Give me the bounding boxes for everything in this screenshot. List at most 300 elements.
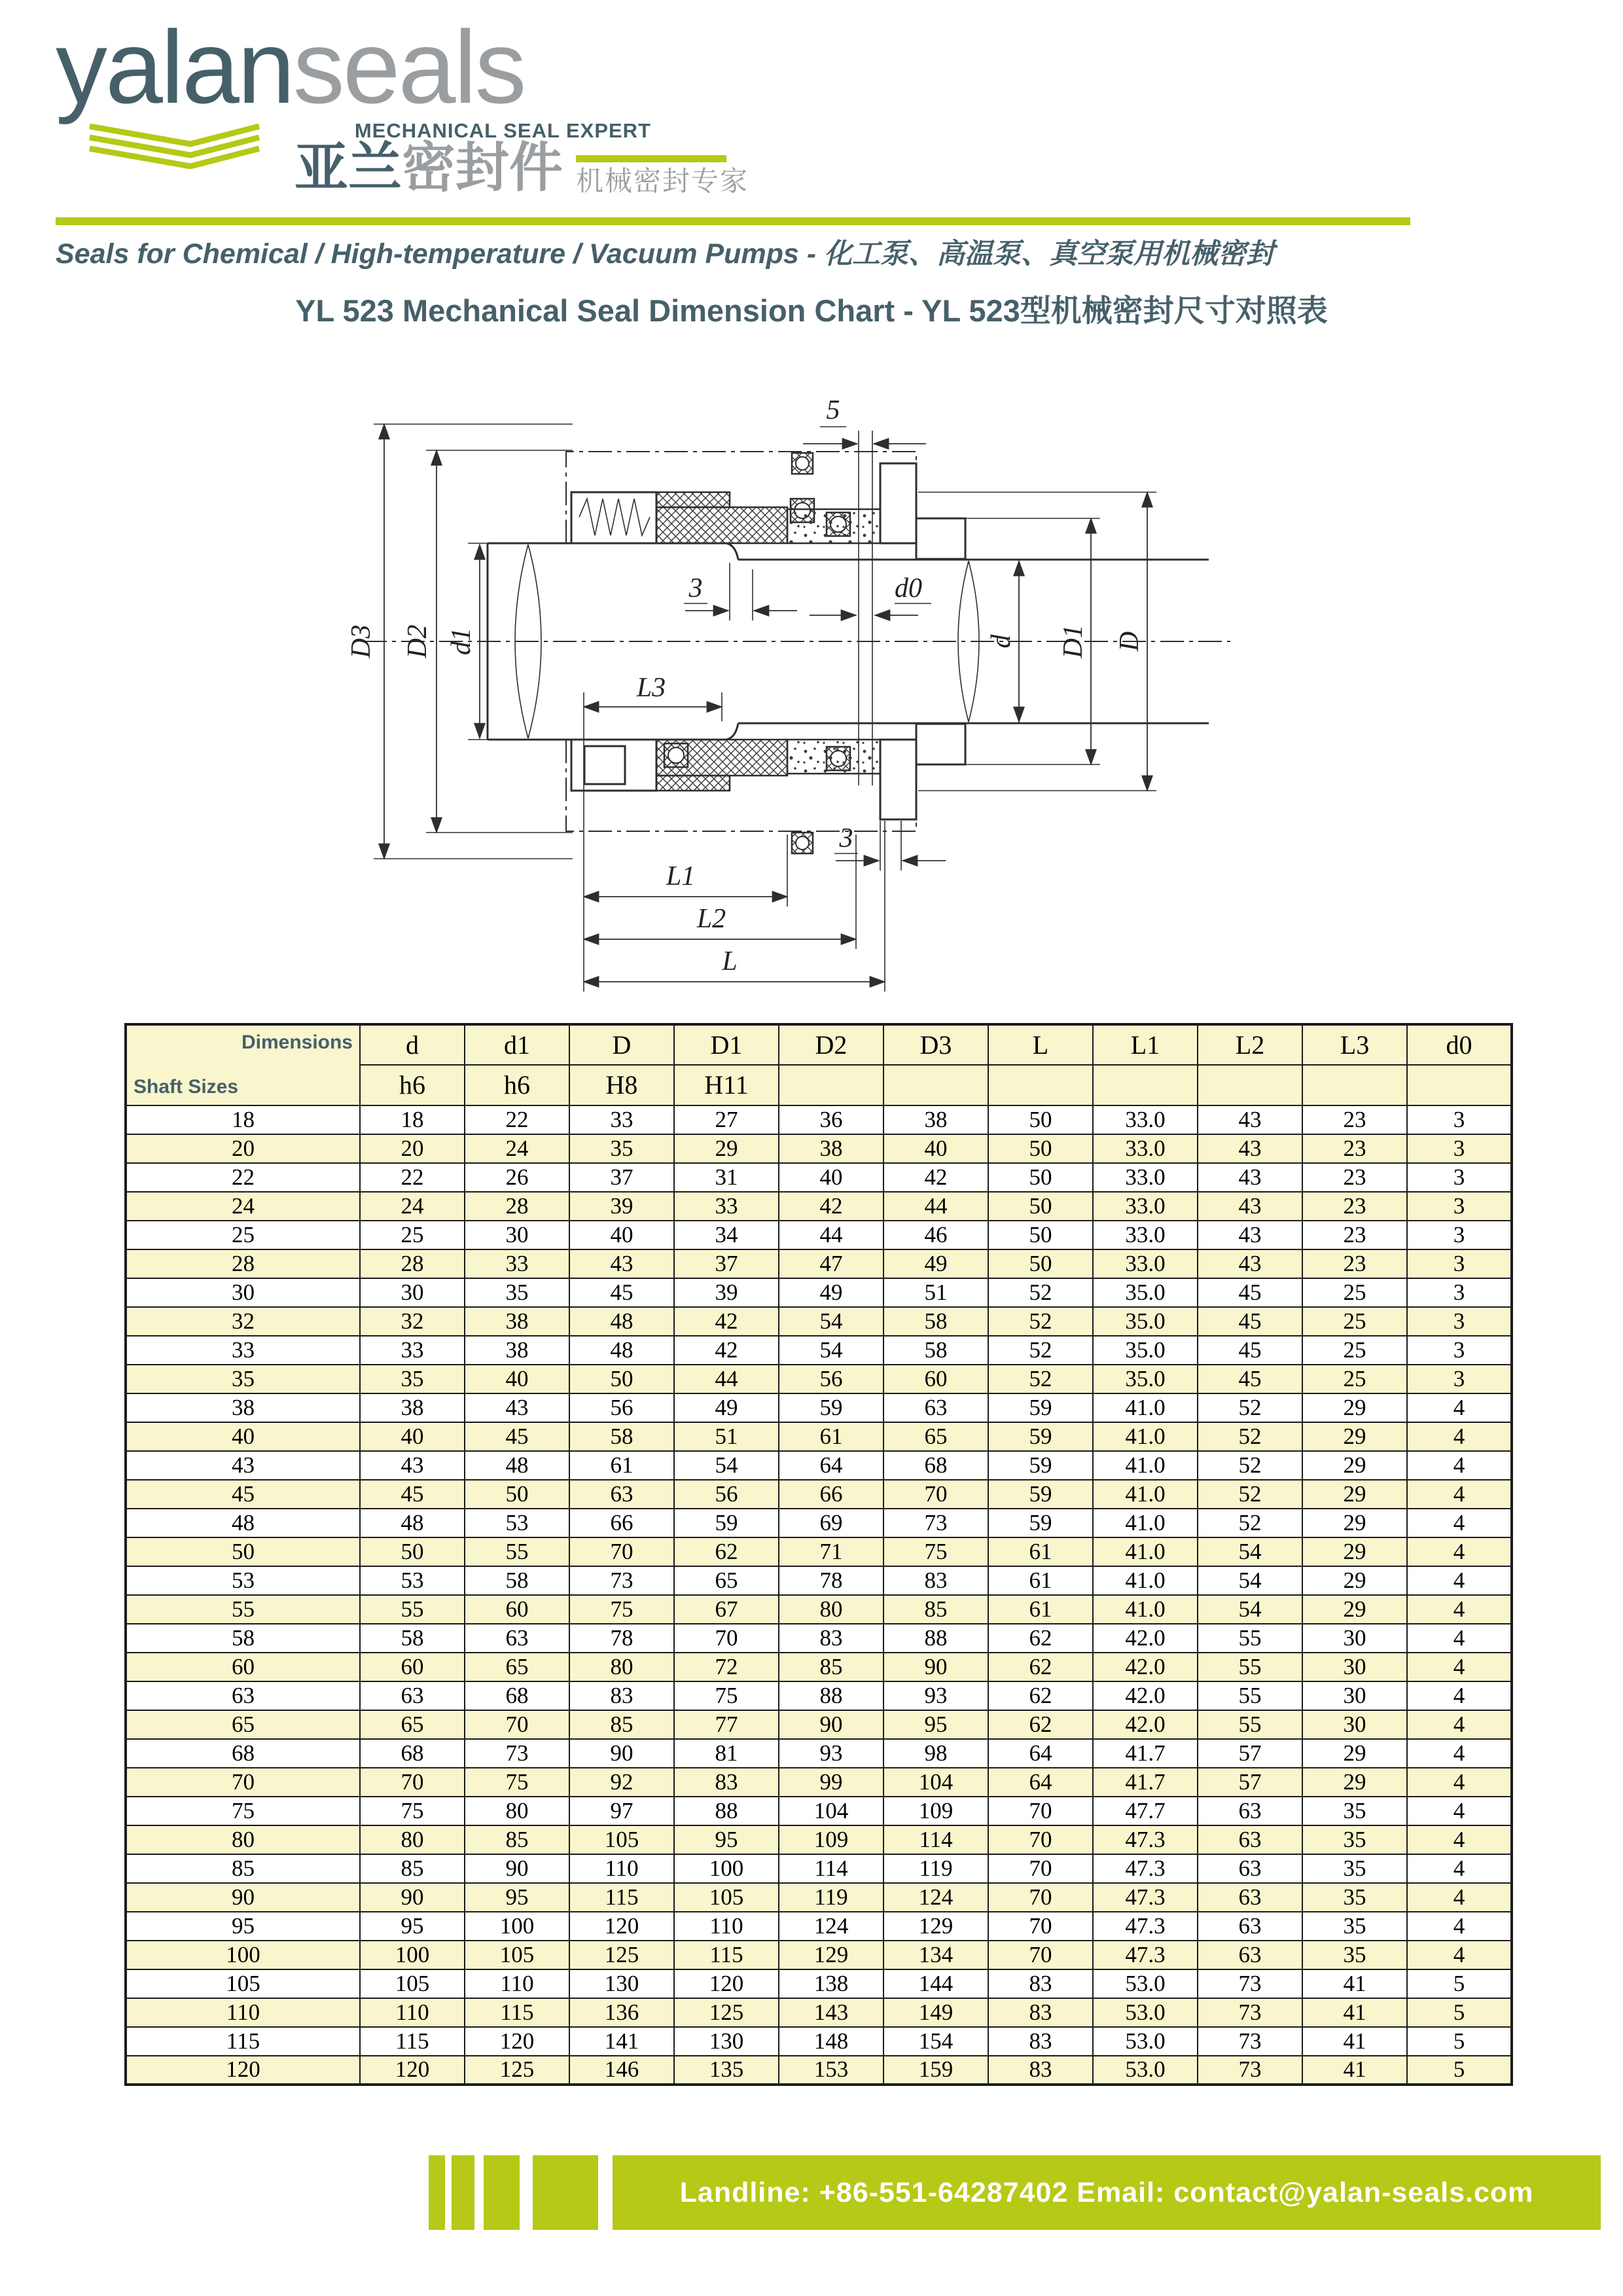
value-cell: 43 <box>1198 1105 1302 1134</box>
table-row <box>126 1566 1512 1595</box>
shaft-size-cell: 45 <box>126 1480 360 1509</box>
logo-chinese-row <box>294 138 749 198</box>
value-cell: 29 <box>1302 1768 1407 1797</box>
value-cell: 75 <box>883 1537 988 1566</box>
value-cell: 119 <box>883 1854 988 1883</box>
value-cell: 63 <box>1198 1797 1302 1825</box>
value-cell: 29 <box>674 1134 779 1163</box>
value-cell: 92 <box>569 1768 674 1797</box>
value-cell: 50 <box>988 1249 1093 1278</box>
value-cell: 100 <box>360 1941 465 1969</box>
value-cell: 73 <box>569 1566 674 1595</box>
column-header: D1 <box>674 1024 779 1065</box>
table-row <box>126 2056 1512 2085</box>
value-cell: 48 <box>360 1509 465 1537</box>
value-cell: 68 <box>883 1451 988 1480</box>
value-cell: 143 <box>779 1998 883 2027</box>
table-row <box>126 1825 1512 1854</box>
value-cell: 53.0 <box>1093 2056 1198 2085</box>
value-cell: 42 <box>883 1163 988 1192</box>
value-cell: 3 <box>1407 1336 1512 1365</box>
value-cell: 64 <box>779 1451 883 1480</box>
value-cell: 4 <box>1407 1595 1512 1624</box>
table-row <box>126 1163 1512 1192</box>
shaft-size-cell: 63 <box>126 1681 360 1710</box>
table-header-row <box>126 1024 1512 1065</box>
value-cell: 52 <box>1198 1422 1302 1451</box>
tolerance-cell <box>1093 1065 1198 1105</box>
value-cell: 70 <box>988 1825 1093 1854</box>
value-cell: 80 <box>465 1797 569 1825</box>
table-row <box>126 2027 1512 2056</box>
value-cell: 47.3 <box>1093 1883 1198 1912</box>
value-cell: 100 <box>465 1912 569 1941</box>
value-cell: 42.0 <box>1093 1653 1198 1681</box>
value-cell: 54 <box>779 1307 883 1336</box>
value-cell: 83 <box>883 1566 988 1595</box>
shaft-size-cell: 80 <box>126 1825 360 1854</box>
shaft-size-cell: 50 <box>126 1537 360 1566</box>
value-cell: 4 <box>1407 1739 1512 1768</box>
logo-chinese-name <box>294 138 563 198</box>
table-row <box>126 1537 1512 1566</box>
value-cell: 40 <box>465 1365 569 1393</box>
value-cell: 41.0 <box>1093 1509 1198 1537</box>
value-cell: 60 <box>883 1365 988 1393</box>
logo-chinese-tagline: 机械密封专家 <box>576 166 749 196</box>
value-cell: 52 <box>1198 1509 1302 1537</box>
value-cell: 134 <box>883 1941 988 1969</box>
shaft-size-cell: 55 <box>126 1595 360 1624</box>
value-cell: 70 <box>360 1768 465 1797</box>
value-cell: 109 <box>883 1797 988 1825</box>
value-cell: 35.0 <box>1093 1365 1198 1393</box>
value-cell: 22 <box>360 1163 465 1192</box>
value-cell: 23 <box>1302 1221 1407 1249</box>
value-cell: 48 <box>465 1451 569 1480</box>
value-cell: 39 <box>674 1278 779 1307</box>
value-cell: 80 <box>360 1825 465 1854</box>
value-cell: 31 <box>674 1163 779 1192</box>
value-cell: 109 <box>779 1825 883 1854</box>
value-cell: 4 <box>1407 1941 1512 1969</box>
value-cell: 4 <box>1407 1768 1512 1797</box>
value-cell: 85 <box>465 1825 569 1854</box>
value-cell: 4 <box>1407 1681 1512 1710</box>
value-cell: 58 <box>360 1624 465 1653</box>
value-cell: 68 <box>465 1681 569 1710</box>
value-cell: 38 <box>465 1336 569 1365</box>
table-row <box>126 1336 1512 1365</box>
value-cell: 33 <box>465 1249 569 1278</box>
value-cell: 45 <box>465 1422 569 1451</box>
value-cell: 30 <box>465 1221 569 1249</box>
table-row <box>126 1797 1512 1825</box>
value-cell: 60 <box>360 1653 465 1681</box>
table-row <box>126 1221 1512 1249</box>
page-title: YL 523 Mechanical Seal Dimension Chart - YL 523型机械密封尺寸对照表 <box>295 293 1328 328</box>
value-cell: 29 <box>1302 1566 1407 1595</box>
value-cell: 105 <box>674 1883 779 1912</box>
table-body <box>126 1105 1512 2085</box>
value-cell: 35 <box>1302 1825 1407 1854</box>
value-cell: 44 <box>674 1365 779 1393</box>
value-cell: 59 <box>988 1422 1093 1451</box>
corner-label-shaft-sizes: Shaft Sizes <box>134 1075 239 1098</box>
value-cell: 80 <box>569 1653 674 1681</box>
value-cell: 41.0 <box>1093 1537 1198 1566</box>
column-header: D2 <box>779 1024 883 1065</box>
shaft-size-cell: 95 <box>126 1912 360 1941</box>
value-cell: 95 <box>465 1883 569 1912</box>
value-cell: 47.3 <box>1093 1912 1198 1941</box>
value-cell: 85 <box>779 1653 883 1681</box>
value-cell: 100 <box>674 1854 779 1883</box>
value-cell: 75 <box>360 1797 465 1825</box>
value-cell: 59 <box>988 1451 1093 1480</box>
value-cell: 159 <box>883 2056 988 2085</box>
value-cell: 93 <box>883 1681 988 1710</box>
shaft-size-cell: 65 <box>126 1710 360 1739</box>
table-row <box>126 1365 1512 1393</box>
lower-seal-assembly <box>566 724 965 853</box>
logo <box>56 10 749 199</box>
logo-chinese-side <box>576 155 749 195</box>
value-cell: 42 <box>674 1336 779 1365</box>
tolerance-cell <box>1407 1065 1512 1105</box>
value-cell: 28 <box>465 1192 569 1221</box>
value-cell: 33 <box>360 1336 465 1365</box>
value-cell: 47.7 <box>1093 1797 1198 1825</box>
value-cell: 135 <box>674 2056 779 2085</box>
value-cell: 41.0 <box>1093 1393 1198 1422</box>
value-cell: 153 <box>779 2056 883 2085</box>
value-cell: 25 <box>360 1221 465 1249</box>
value-cell: 115 <box>569 1883 674 1912</box>
value-cell: 62 <box>988 1624 1093 1653</box>
footer-green-block <box>533 2155 598 2230</box>
dim-label-D3: D3 <box>346 624 376 658</box>
value-cell: 65 <box>674 1566 779 1595</box>
table-row <box>126 1912 1512 1941</box>
value-cell: 35.0 <box>1093 1307 1198 1336</box>
value-cell: 148 <box>779 2027 883 2056</box>
value-cell: 33.0 <box>1093 1249 1198 1278</box>
value-cell: 34 <box>674 1221 779 1249</box>
value-cell: 5 <box>1407 1969 1512 1998</box>
value-cell: 3 <box>1407 1278 1512 1307</box>
value-cell: 95 <box>674 1825 779 1854</box>
value-cell: 30 <box>1302 1624 1407 1653</box>
value-cell: 50 <box>988 1105 1093 1134</box>
value-cell: 40 <box>360 1422 465 1451</box>
value-cell: 110 <box>674 1912 779 1941</box>
value-cell: 124 <box>883 1883 988 1912</box>
value-cell: 43 <box>1198 1192 1302 1221</box>
value-cell: 114 <box>883 1825 988 1854</box>
value-cell: 70 <box>569 1537 674 1566</box>
value-cell: 50 <box>988 1163 1093 1192</box>
value-cell: 33.0 <box>1093 1221 1198 1249</box>
value-cell: 47 <box>779 1249 883 1278</box>
value-cell: 4 <box>1407 1912 1512 1941</box>
value-cell: 66 <box>569 1509 674 1537</box>
value-cell: 62 <box>988 1653 1093 1681</box>
column-header: d <box>360 1024 465 1065</box>
value-cell: 70 <box>465 1710 569 1739</box>
footer-contact-text: Landline: +86-551-64287402 Email: contact@yalan-seals.com <box>679 2176 1534 2208</box>
value-cell: 20 <box>360 1134 465 1163</box>
dim-label-d1: d1 <box>446 628 476 655</box>
value-cell: 149 <box>883 1998 988 2027</box>
logo-wordmark-yalan: yalan <box>56 10 293 125</box>
value-cell: 60 <box>465 1595 569 1624</box>
value-cell: 78 <box>779 1566 883 1595</box>
value-cell: 73 <box>1198 2027 1302 2056</box>
value-cell: 33.0 <box>1093 1163 1198 1192</box>
tolerance-cell <box>779 1065 883 1105</box>
value-cell: 23 <box>1302 1134 1407 1163</box>
value-cell: 33.0 <box>1093 1105 1198 1134</box>
value-cell: 26 <box>465 1163 569 1192</box>
value-cell: 110 <box>465 1969 569 1998</box>
value-cell: 63 <box>883 1393 988 1422</box>
value-cell: 54 <box>674 1451 779 1480</box>
dimension-annotations <box>346 395 1156 992</box>
value-cell: 61 <box>988 1595 1093 1624</box>
tolerance-cell: H11 <box>674 1065 779 1105</box>
tolerance-cell: H8 <box>569 1065 674 1105</box>
shaft-size-cell: 90 <box>126 1883 360 1912</box>
value-cell: 57 <box>1198 1768 1302 1797</box>
value-cell: 44 <box>883 1192 988 1221</box>
value-cell: 42 <box>674 1307 779 1336</box>
value-cell: 30 <box>360 1278 465 1307</box>
value-cell: 83 <box>988 2027 1093 2056</box>
dim-label-d: d <box>986 634 1016 649</box>
value-cell: 85 <box>360 1854 465 1883</box>
value-cell: 66 <box>779 1480 883 1509</box>
value-cell: 41 <box>1302 2027 1407 2056</box>
value-cell: 95 <box>360 1912 465 1941</box>
value-cell: 47.3 <box>1093 1941 1198 1969</box>
logo-green-rule <box>576 155 726 162</box>
value-cell: 61 <box>779 1422 883 1451</box>
tolerance-cell: h6 <box>465 1065 569 1105</box>
shaft-size-cell: 110 <box>126 1998 360 2027</box>
value-cell: 35 <box>1302 1797 1407 1825</box>
value-cell: 49 <box>779 1278 883 1307</box>
value-cell: 3 <box>1407 1221 1512 1249</box>
value-cell: 4 <box>1407 1393 1512 1422</box>
value-cell: 130 <box>674 2027 779 2056</box>
value-cell: 40 <box>569 1221 674 1249</box>
value-cell: 120 <box>465 2027 569 2056</box>
shaft-size-cell: 53 <box>126 1566 360 1595</box>
shaft-size-cell: 75 <box>126 1797 360 1825</box>
table-row <box>126 1509 1512 1537</box>
value-cell: 40 <box>779 1163 883 1192</box>
value-cell: 88 <box>674 1797 779 1825</box>
value-cell: 52 <box>1198 1393 1302 1422</box>
value-cell: 30 <box>1302 1681 1407 1710</box>
value-cell: 3 <box>1407 1134 1512 1163</box>
value-cell: 58 <box>465 1566 569 1595</box>
value-cell: 3 <box>1407 1192 1512 1221</box>
value-cell: 55 <box>360 1595 465 1624</box>
tolerance-cell <box>883 1065 988 1105</box>
value-cell: 90 <box>883 1653 988 1681</box>
value-cell: 58 <box>569 1422 674 1451</box>
value-cell: 80 <box>779 1595 883 1624</box>
value-cell: 63 <box>1198 1854 1302 1883</box>
value-cell: 45 <box>360 1480 465 1509</box>
value-cell: 29 <box>1302 1537 1407 1566</box>
table-row <box>126 1941 1512 1969</box>
value-cell: 61 <box>988 1566 1093 1595</box>
tolerance-cell <box>988 1065 1093 1105</box>
value-cell: 29 <box>1302 1595 1407 1624</box>
value-cell: 47.3 <box>1093 1825 1198 1854</box>
value-cell: 83 <box>988 1969 1093 1998</box>
value-cell: 37 <box>674 1249 779 1278</box>
value-cell: 110 <box>360 1998 465 2027</box>
value-cell: 4 <box>1407 1710 1512 1739</box>
shaft-size-cell: 43 <box>126 1451 360 1480</box>
value-cell: 120 <box>360 2056 465 2085</box>
value-cell: 43 <box>1198 1134 1302 1163</box>
value-cell: 63 <box>1198 1941 1302 1969</box>
value-cell: 59 <box>988 1393 1093 1422</box>
column-header: D <box>569 1024 674 1065</box>
table-row <box>126 1768 1512 1797</box>
footer-contact-bar <box>613 2155 1601 2230</box>
value-cell: 43 <box>1198 1221 1302 1249</box>
value-cell: 45 <box>1198 1278 1302 1307</box>
value-cell: 42.0 <box>1093 1624 1198 1653</box>
value-cell: 75 <box>674 1681 779 1710</box>
table-row <box>126 1998 1512 2027</box>
table-row <box>126 1249 1512 1278</box>
value-cell: 85 <box>569 1710 674 1739</box>
shaft-size-cell: 115 <box>126 2027 360 2056</box>
value-cell: 78 <box>569 1624 674 1653</box>
value-cell: 67 <box>674 1595 779 1624</box>
green-divider-line <box>56 217 1410 225</box>
value-cell: 70 <box>674 1624 779 1653</box>
value-cell: 144 <box>883 1969 988 1998</box>
value-cell: 59 <box>674 1509 779 1537</box>
value-cell: 83 <box>569 1681 674 1710</box>
value-cell: 88 <box>779 1681 883 1710</box>
value-cell: 56 <box>779 1365 883 1393</box>
value-cell: 50 <box>988 1192 1093 1221</box>
value-cell: 99 <box>779 1768 883 1797</box>
value-cell: 41.0 <box>1093 1422 1198 1451</box>
value-cell: 141 <box>569 2027 674 2056</box>
shaft-size-cell: 120 <box>126 2056 360 2085</box>
value-cell: 55 <box>1198 1653 1302 1681</box>
value-cell: 23 <box>1302 1105 1407 1134</box>
value-cell: 73 <box>1198 1998 1302 2027</box>
table-row <box>126 1653 1512 1681</box>
value-cell: 33.0 <box>1093 1192 1198 1221</box>
value-cell: 45 <box>1198 1365 1302 1393</box>
value-cell: 105 <box>465 1941 569 1969</box>
value-cell: 55 <box>1198 1624 1302 1653</box>
page-subtitle: Seals for Chemical / High-temperature / Vacuum Pumps - 化工泵、高温泵、真空泵用机械密封 <box>56 238 1275 270</box>
value-cell: 129 <box>883 1912 988 1941</box>
value-cell: 33.0 <box>1093 1134 1198 1163</box>
shaft-size-cell: 32 <box>126 1307 360 1336</box>
value-cell: 49 <box>883 1249 988 1278</box>
value-cell: 56 <box>569 1393 674 1422</box>
value-cell: 51 <box>674 1422 779 1451</box>
value-cell: 5 <box>1407 2027 1512 2056</box>
value-cell: 54 <box>1198 1566 1302 1595</box>
value-cell: 115 <box>360 2027 465 2056</box>
value-cell: 63 <box>465 1624 569 1653</box>
value-cell: 4 <box>1407 1797 1512 1825</box>
value-cell: 25 <box>1302 1365 1407 1393</box>
value-cell: 110 <box>569 1854 674 1883</box>
column-header: d0 <box>1407 1024 1512 1065</box>
value-cell: 53.0 <box>1093 1969 1198 1998</box>
value-cell: 63 <box>1198 1912 1302 1941</box>
value-cell: 75 <box>569 1595 674 1624</box>
value-cell: 29 <box>1302 1739 1407 1768</box>
value-cell: 98 <box>883 1739 988 1768</box>
value-cell: 83 <box>988 1998 1093 2027</box>
value-cell: 3 <box>1407 1249 1512 1278</box>
value-cell: 52 <box>1198 1480 1302 1509</box>
table-row <box>126 1710 1512 1739</box>
logo-tagline: MECHANICAL SEAL EXPERT <box>354 119 651 142</box>
value-cell: 3 <box>1407 1307 1512 1336</box>
column-header: d1 <box>465 1024 569 1065</box>
table-row <box>126 1883 1512 1912</box>
value-cell: 35 <box>360 1365 465 1393</box>
value-cell: 129 <box>779 1941 883 1969</box>
value-cell: 18 <box>360 1105 465 1134</box>
table-row <box>126 1105 1512 1134</box>
column-header: D3 <box>883 1024 988 1065</box>
value-cell: 90 <box>465 1854 569 1883</box>
shaft-size-cell: 40 <box>126 1422 360 1451</box>
value-cell: 52 <box>988 1278 1093 1307</box>
value-cell: 54 <box>779 1336 883 1365</box>
value-cell: 38 <box>883 1105 988 1134</box>
value-cell: 43 <box>569 1249 674 1278</box>
value-cell: 39 <box>569 1192 674 1221</box>
value-cell: 125 <box>465 2056 569 2085</box>
footer-green-block <box>452 2155 474 2230</box>
value-cell: 29 <box>1302 1422 1407 1451</box>
shaft-size-cell: 100 <box>126 1941 360 1969</box>
value-cell: 65 <box>360 1710 465 1739</box>
value-cell: 4 <box>1407 1854 1512 1883</box>
value-cell: 32 <box>360 1307 465 1336</box>
value-cell: 54 <box>1198 1537 1302 1566</box>
value-cell: 55 <box>1198 1681 1302 1710</box>
value-cell: 120 <box>674 1969 779 1998</box>
value-cell: 45 <box>569 1278 674 1307</box>
shaft-size-cell: 18 <box>126 1105 360 1134</box>
value-cell: 62 <box>674 1537 779 1566</box>
value-cell: 154 <box>883 2027 988 2056</box>
tolerance-cell <box>1198 1065 1302 1105</box>
value-cell: 81 <box>674 1739 779 1768</box>
